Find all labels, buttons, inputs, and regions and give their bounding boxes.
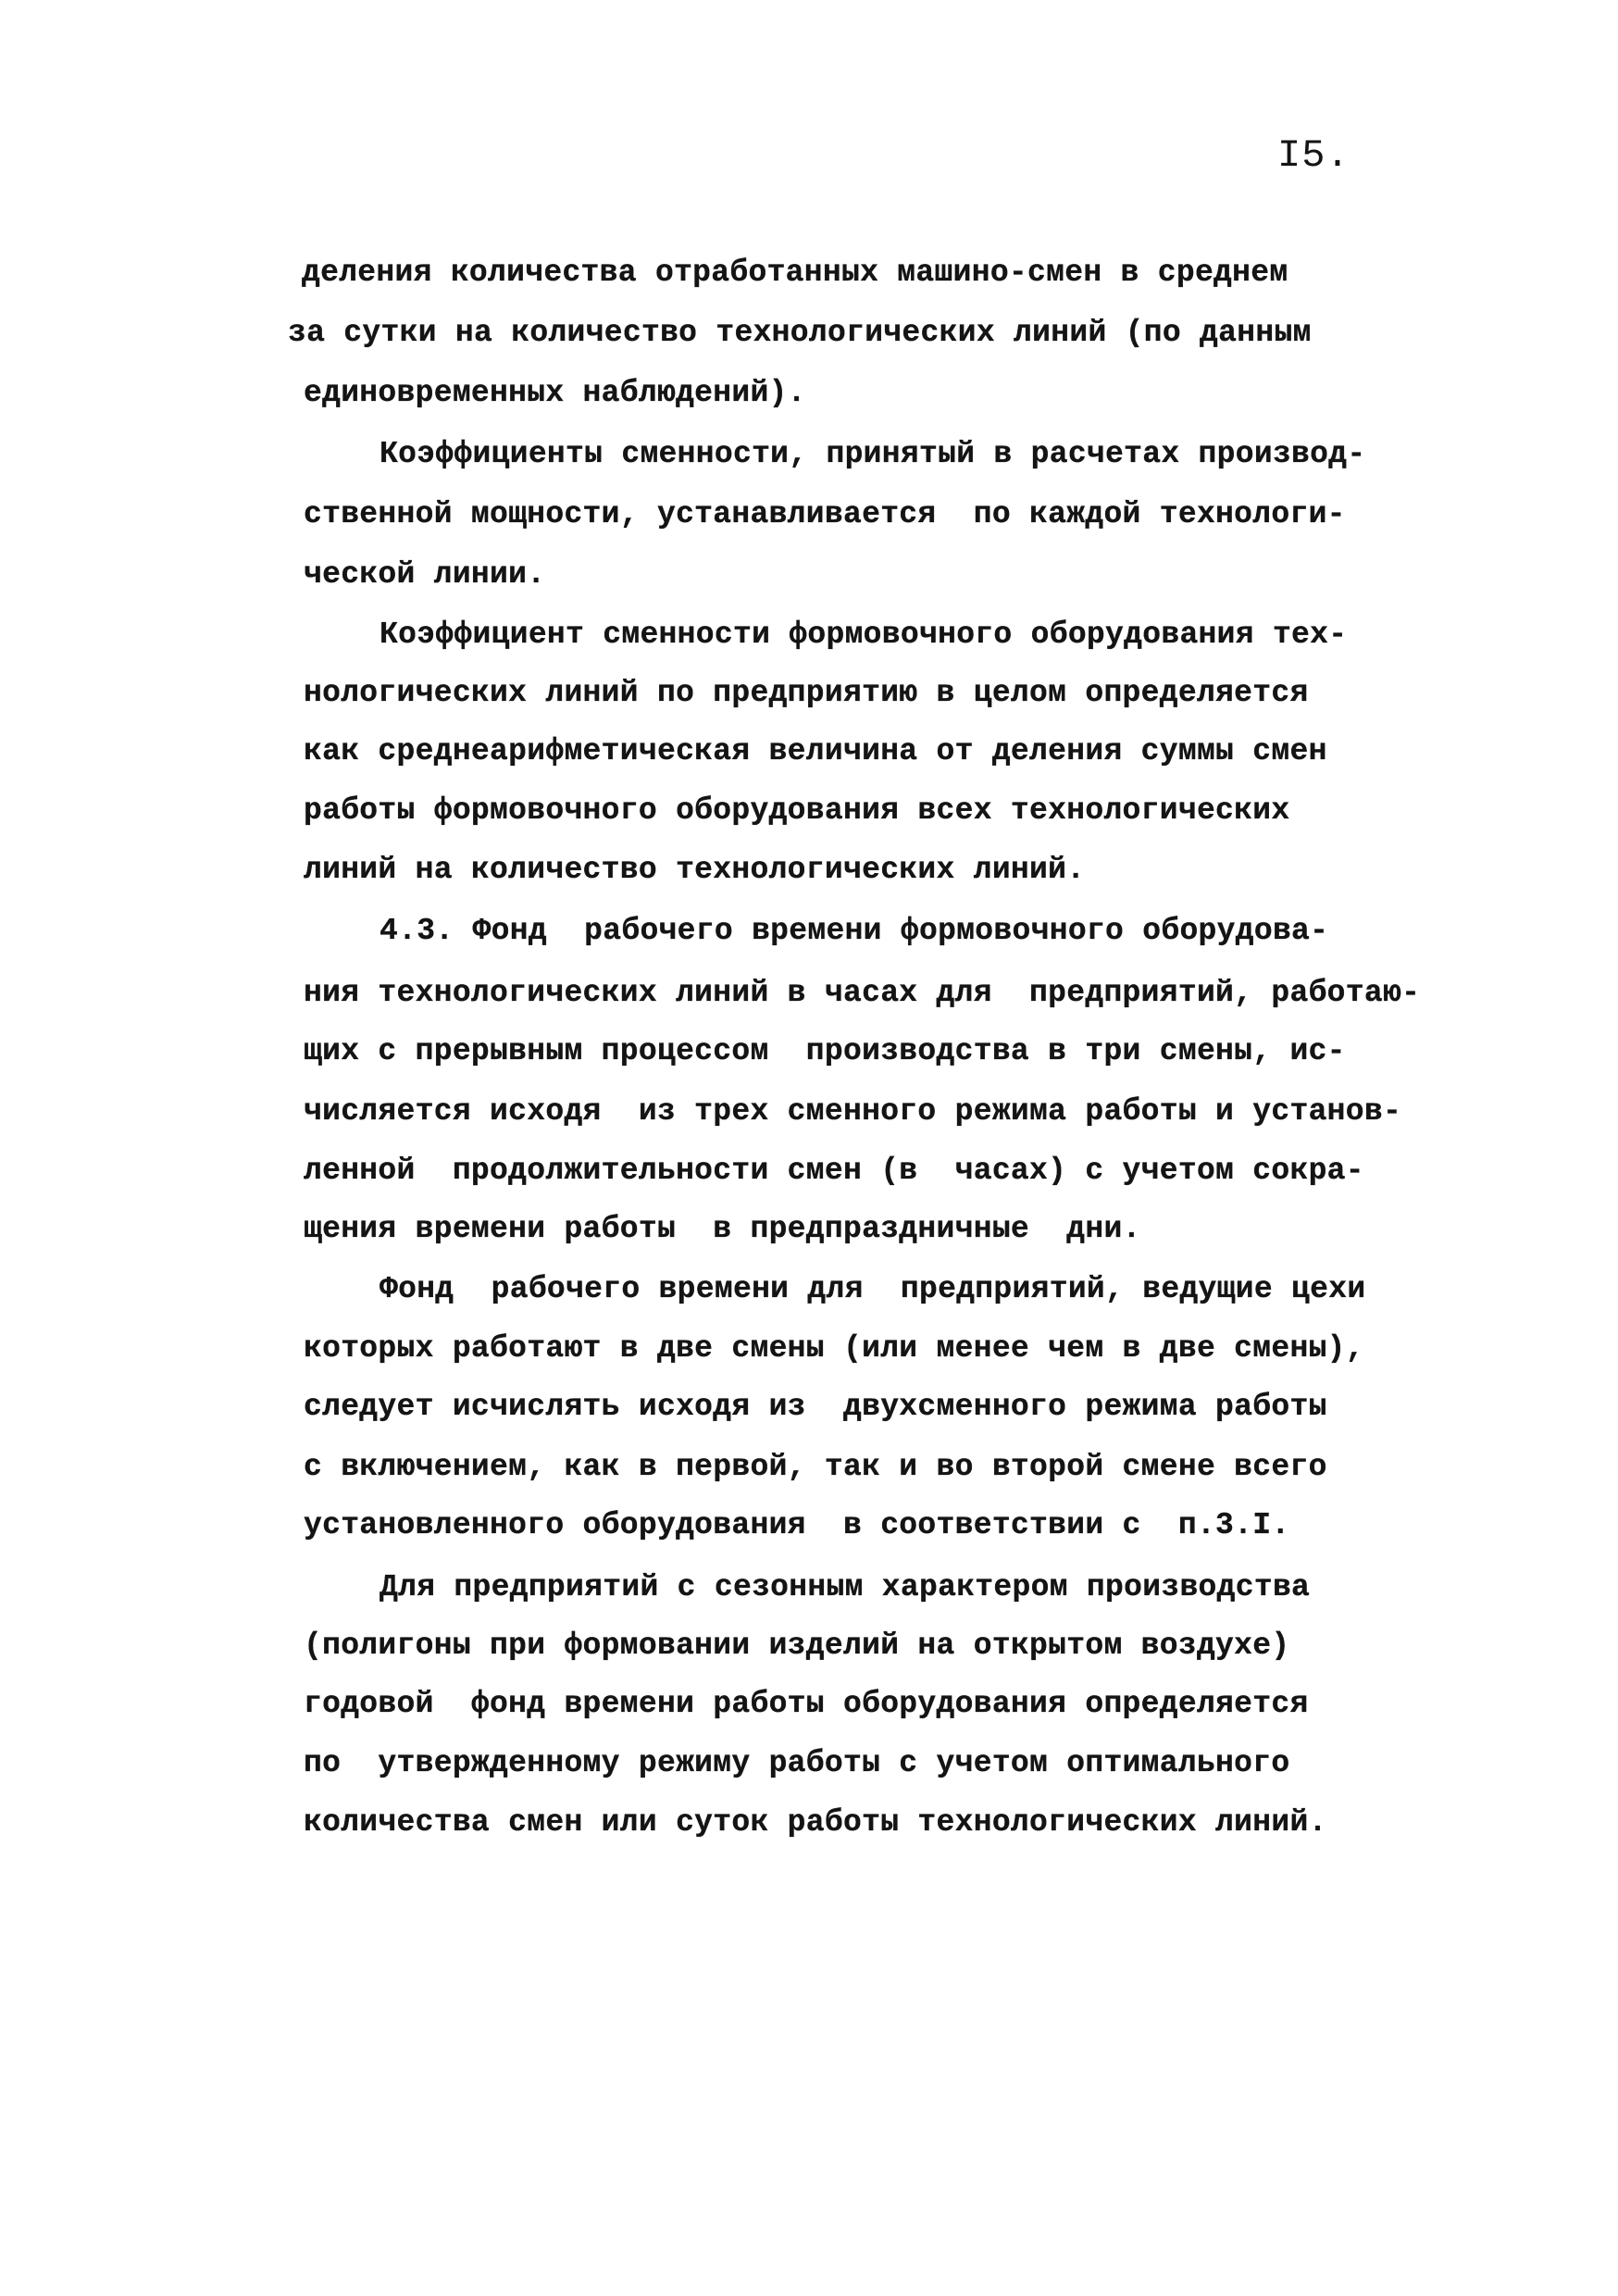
text-line: нологических линий по предприятию в целом определяется (304, 676, 1309, 710)
text-line: которых работают в две смены (или менее чем в две смены), (304, 1331, 1364, 1366)
text-line: по утвержденному режиму работы с учетом оптимального (304, 1746, 1290, 1780)
text-line: с включением, как в первой, так и во второй смене всего (304, 1450, 1327, 1484)
text-line: числяется исходя из трех сменного режима работы и установ- (304, 1094, 1402, 1129)
text-line: количества смен или суток работы технологических линий. (304, 1805, 1327, 1840)
text-line: Фонд рабочего времени для предприятий, ведущие цехи (380, 1272, 1366, 1306)
text-line: установленного оборудования в соответствии с п.3.I. (304, 1508, 1290, 1542)
text-line: Коэффициенты сменности, принятый в расчетах производ- (380, 437, 1366, 471)
text-line: ственной мощности, устанавливается по каждой технологи- (304, 497, 1346, 531)
text-line: деления количества отработанных машино-смен в среднем (302, 256, 1288, 290)
text-line: Для предприятий с сезонным характером производства (380, 1570, 1311, 1604)
text-line: щих с прерывным процессом производства в три смены, ис- (304, 1034, 1346, 1068)
text-line: ленной продолжительности смен (в часах) с учетом сокра- (304, 1154, 1364, 1188)
text-line: за сутки на количество технологических линий (по данным (288, 316, 1312, 350)
text-line: (полигоны при формовании изделий на открытом воздухе) (304, 1628, 1290, 1663)
text-line: щения времени работы в предпраздничные дни. (304, 1212, 1141, 1246)
text-line: ния технологических линий в часах для предприятий, работаю- (304, 976, 1421, 1010)
text-line: следует исчислять исходя из двухсменного режима работы (304, 1390, 1327, 1424)
text-line: как среднеарифметическая величина от деления суммы смен (304, 734, 1327, 768)
text-line: единовременных наблюдений). (304, 376, 806, 410)
text-line: Коэффициент сменности формовочного оборудования тех- (380, 618, 1348, 652)
text-line: годовой фонд времени работы оборудования определяется (304, 1687, 1309, 1721)
text-line: ческой линии. (304, 557, 546, 592)
text-line: линий на количество технологических линий. (304, 853, 1086, 887)
text-line: работы формовочного оборудования всех технологических (304, 793, 1290, 828)
page-number: I5. (1277, 133, 1350, 178)
text-line: 4.3. Фонд рабочего времени формовочного оборудова- (380, 914, 1329, 948)
